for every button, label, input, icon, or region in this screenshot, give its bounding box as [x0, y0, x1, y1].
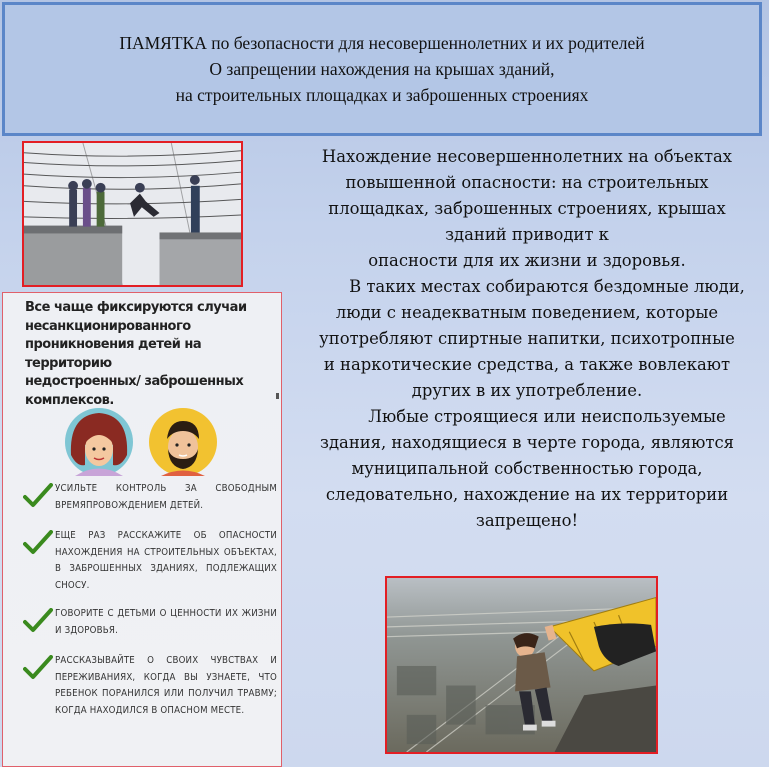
infographic-title-line: недостроенных/ заброшенных — [25, 374, 244, 389]
header-line-1: ПАМЯТКА по безопасности для несовершеннолетних и их родителей — [119, 33, 645, 53]
tip-text: УСИЛЬТЕ КОНТРОЛЬ ЗА СВОБОДНЫМ ВРЕМЯПРОВОЖДЕНИЕМ ДЕТЕЙ. — [55, 483, 277, 511]
main-line: опасности для их жизни и здоровья. — [368, 251, 686, 270]
infographic-title-line: комплексов. — [25, 392, 114, 408]
main-line: площадках, заброшенных строениях, крышах — [328, 199, 726, 218]
parents-tips-infographic — [2, 292, 282, 767]
main-line: Нахождение несовершеннолетних на объектах — [321, 147, 733, 166]
main-line: запрещено! — [475, 511, 579, 530]
main-text-block — [292, 144, 762, 534]
main-line: Любые строящиеся или неиспользуемые — [368, 407, 726, 426]
tip-item — [19, 481, 277, 514]
main-line: употребляют спиртные напитки, психотропные — [319, 329, 735, 348]
main-line: В таких местах собираются бездомные люди, — [349, 277, 745, 296]
tip-text: РАССКАЗЫВАЙТЕ О СВОИХ ЧУВСТВАХ И ПЕРЕЖИВАНИЯХ, КОГДА ВЫ УЗНАЕТЕ, ЧТО РЕБЕНОК ПОРАНИЛСЯ ИЛИ ПОЛУЧИЛ ТРАВМУ; КОГДА НАХОДИЛСЯ В ОПАСНОМ МЕСТЕ. — [55, 655, 277, 716]
checkmark-icon — [23, 483, 53, 509]
tip-text: ЕЩЕ РАЗ РАССКАЖИТЕ ОБ ОПАСНОСТИ НАХОЖДЕНИЯ НА СТРОИТЕЛЬНЫХ ОБЪЕКТАХ, В ЗАБРОШЕННЫХ ЗДАНИЯХ, ПОДЛЕЖАЩИХ СНОСУ. — [55, 530, 277, 591]
tip-item — [19, 606, 277, 639]
header-line-2: О запрещении нахождения на крышах зданий, — [209, 59, 555, 79]
tips-list — [19, 481, 277, 719]
main-line: других в их употребление. — [411, 381, 643, 400]
infographic-title-line: проникновения детей на территорию — [25, 337, 202, 371]
scroll-mark — [276, 393, 279, 399]
checkmark-icon — [23, 608, 53, 634]
rooftop-teens-photo — [22, 141, 243, 287]
tip-text: ГОВОРИТЕ С ДЕТЬМИ О ЦЕННОСТИ ИХ ЖИЗНИ И ЗДОРОВЬЯ. — [55, 608, 277, 636]
checkmark-icon — [23, 655, 53, 681]
main-line: здания, находящиеся в черте города, являются — [320, 433, 734, 452]
infographic-title-line: Все чаще фиксируются случаи — [25, 300, 247, 315]
main-line: повышенной опасности: на строительных — [345, 173, 709, 192]
man-avatar-icon — [149, 408, 217, 476]
tip-item — [19, 528, 277, 594]
header-line-3: на строительных площадках и заброшенных строениях — [175, 85, 589, 105]
header-banner — [2, 2, 762, 136]
infographic-title-line: несанкционированного — [25, 318, 191, 334]
woman-avatar-icon — [65, 408, 133, 476]
checkmark-icon — [23, 530, 53, 556]
crane-hanging-photo — [385, 576, 658, 754]
main-line: и наркотические средства, а также вовлекают — [323, 355, 731, 374]
main-line: муниципальной собственностью города, — [351, 459, 703, 478]
tip-item — [19, 653, 277, 719]
main-line: люди с неадекватным поведением, которые — [335, 303, 719, 322]
parents-avatars — [61, 405, 231, 479]
main-line: зданий приводит к — [445, 225, 609, 244]
main-line: следовательно, нахождение на их территории — [325, 485, 729, 504]
infographic-title — [25, 299, 277, 410]
